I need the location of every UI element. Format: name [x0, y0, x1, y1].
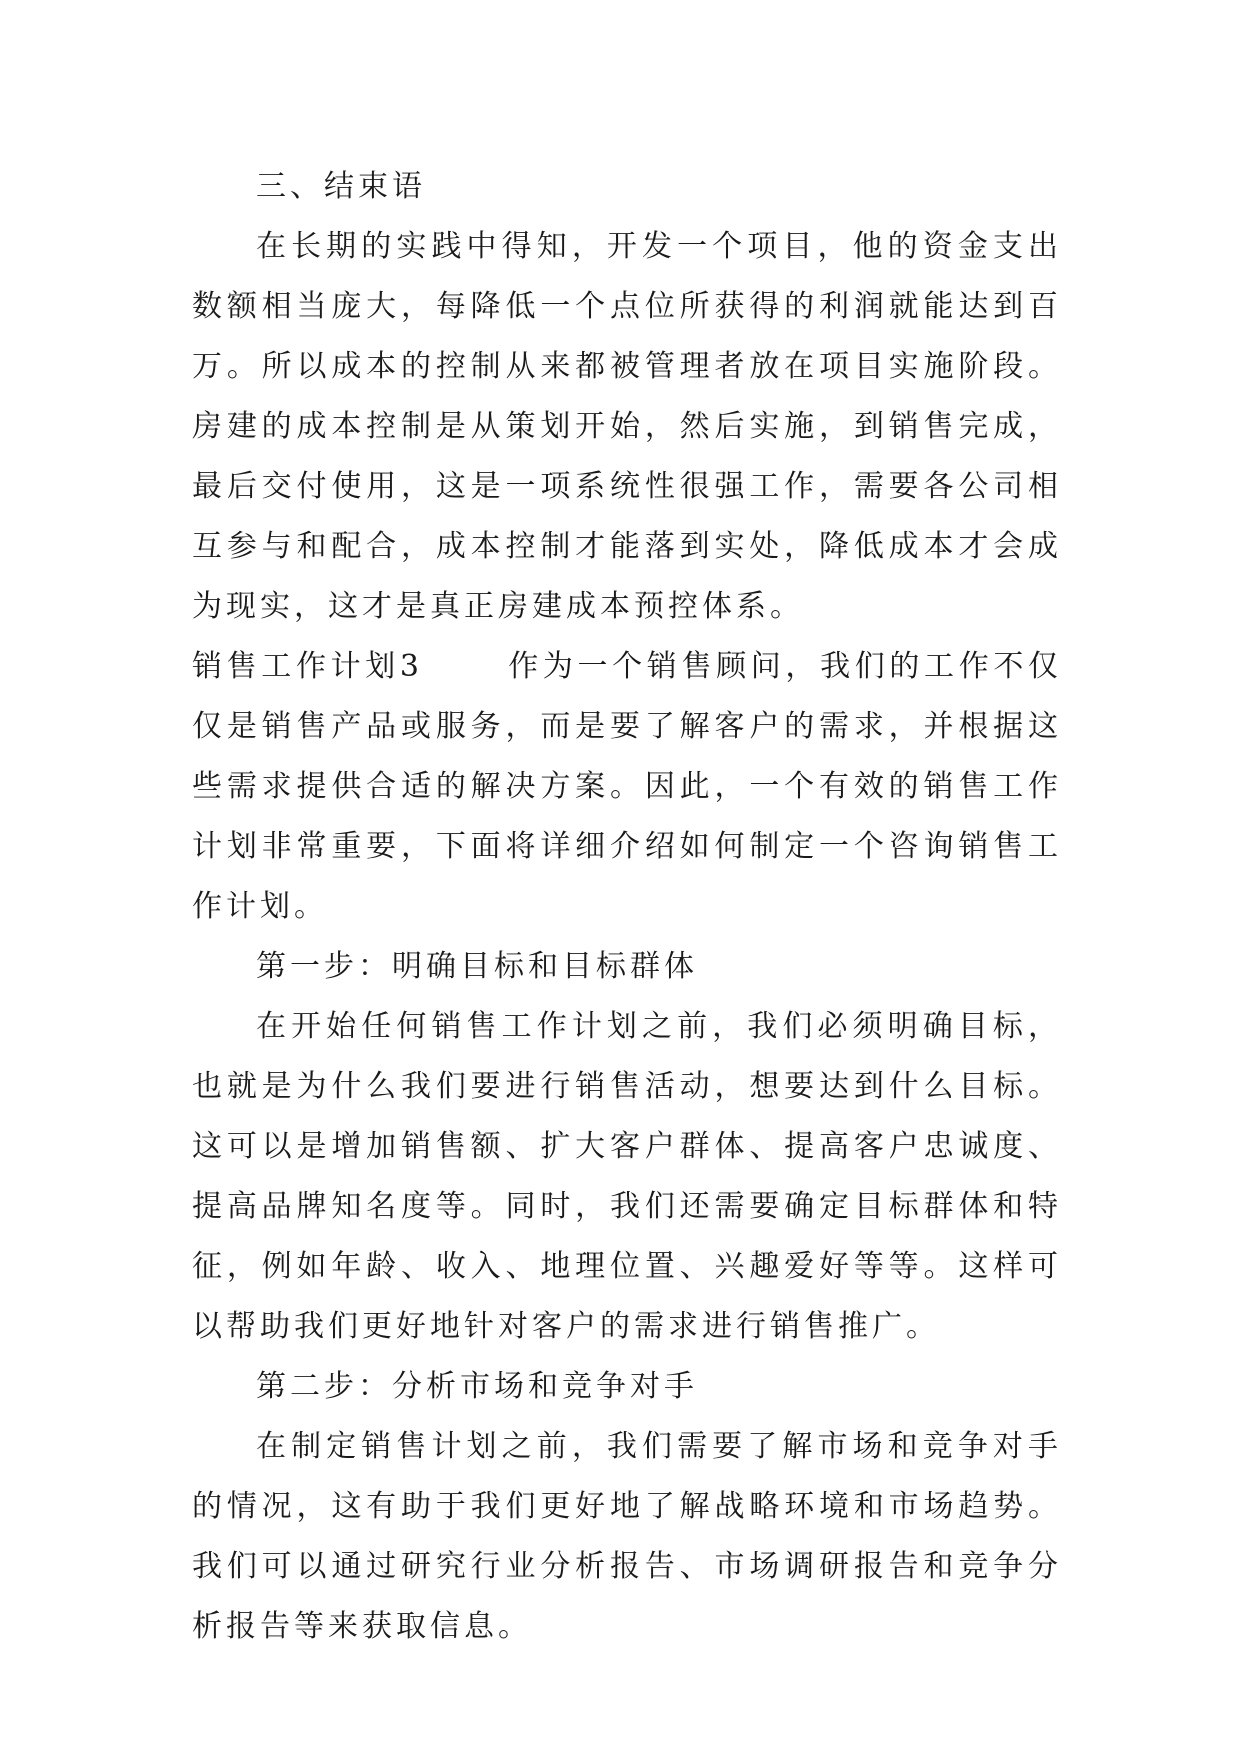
paragraph-conclusion: 在长期的实践中得知，开发一个项目，他的资金支出数额相当庞大，每降低一个点位所获得的利润就能达到百万。所以成本的控制从来都被管理者放在项目实施阶段。房建的成本控制是从策划开始，然后实施，到销售完成，最后交付使用，这是一项系统性很强工作，需要各公司相互参与和配合，成本控制才能落到实处，降低成本才会成为现实，这才是真正房建成本预控体系。: [192, 229, 1062, 624]
paragraph-step-1: 在开始任何销售工作计划之前，我们必须明确目标，也就是为什么我们要进行销售活动，想要达到什么目标。这可以是增加销售额、扩大客户群体、提高客户忠诚度、提高品牌知名度等。同时，我们还需要确定目标群体和特征，例如年龄、收入、地理位置、兴趣爱好等等。这样可以帮助我们更好地针对客户的需求进行销售推广。: [192, 1009, 1062, 1344]
section-heading: 三、结束语: [256, 169, 426, 204]
plan-paragraph: [192, 637, 1062, 937]
paragraph-step-2: 在制定销售计划之前，我们需要了解市场和竞争对手的情况，这有助于我们更好地了解战略环境和市场趋势。我们可以通过研究行业分析报告、市场调研报告和竞争分析报告等来获取信息。: [192, 1429, 1062, 1644]
document-body: [192, 157, 1062, 1657]
paragraph-intro: 作为一个销售顾问，我们的工作不仅仅是销售产品或服务，而是要了解客户的需求，并根据这些需求提供合适的解决方案。因此，一个有效的销售工作计划非常重要，下面将详细介绍如何制定一个咨询销售工作计划。: [192, 649, 1063, 924]
step-1-heading: 第一步：明确目标和目标群体: [256, 949, 698, 984]
step-2-heading: 第二步：分析市场和竞争对手: [256, 1369, 698, 1404]
plan-title: 销售工作计划3: [192, 649, 424, 684]
